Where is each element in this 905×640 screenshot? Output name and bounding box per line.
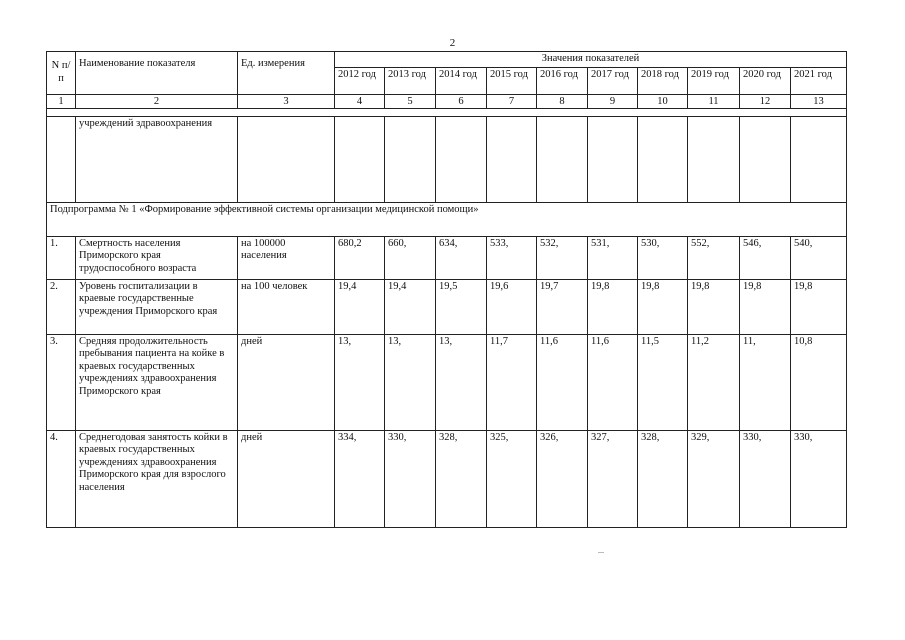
value-cell: 19,5 xyxy=(436,279,487,334)
header-year: 2013 год xyxy=(385,67,436,94)
value-cell: 11,6 xyxy=(537,334,588,430)
indicator-unit xyxy=(238,116,335,202)
header-year: 2015 год xyxy=(487,67,537,94)
column-number: 12 xyxy=(740,94,791,108)
column-number: 13 xyxy=(791,94,847,108)
column-number: 8 xyxy=(537,94,588,108)
value-cell: 11,5 xyxy=(638,334,688,430)
indicators-table xyxy=(46,51,847,528)
section-title: Подпрограмма № 1 «Формирование эффективной системы организации медицинской помощи» xyxy=(47,202,847,236)
header-gap xyxy=(47,108,847,116)
value-cell: 552, xyxy=(688,236,740,279)
page-number: 2 xyxy=(449,37,456,49)
value-cell xyxy=(791,116,847,202)
indicator-name: Смертность населения Приморского края трудоспособного возраста xyxy=(76,236,238,279)
header-year: 2021 год xyxy=(791,67,847,94)
row-number: 3. xyxy=(47,334,76,430)
header-n: N п/п xyxy=(47,52,76,95)
value-cell: 634, xyxy=(436,236,487,279)
value-cell: 660, xyxy=(385,236,436,279)
value-cell xyxy=(588,116,638,202)
row-number xyxy=(47,116,76,202)
indicator-name: Уровень госпитализации в краевые государственные учреждения Приморского края xyxy=(76,279,238,334)
column-number: 3 xyxy=(238,94,335,108)
value-cell: 329, xyxy=(688,430,740,527)
row-number: 4. xyxy=(47,430,76,527)
value-cell: 19,8 xyxy=(638,279,688,334)
column-number: 4 xyxy=(335,94,385,108)
header-year: 2019 год xyxy=(688,67,740,94)
column-number: 6 xyxy=(436,94,487,108)
header-year: 2017 год xyxy=(588,67,638,94)
table-row xyxy=(47,334,847,430)
value-cell: 19,8 xyxy=(688,279,740,334)
value-cell: 19,8 xyxy=(588,279,638,334)
value-cell: 11,6 xyxy=(588,334,638,430)
value-cell: 680,2 xyxy=(335,236,385,279)
value-cell: 13, xyxy=(385,334,436,430)
value-cell xyxy=(537,116,588,202)
indicator-name: Средняя продолжительность пребывания пациента на койке в краевых государственных учреждениях здравоохранения Приморского края xyxy=(76,334,238,430)
column-number: 9 xyxy=(588,94,638,108)
value-cell: 532, xyxy=(537,236,588,279)
indicator-name: Среднегодовая занятость койки в краевых государственных учреждениях здравоохранения Приморского края для взрослого населения xyxy=(76,430,238,527)
table-row xyxy=(47,236,847,279)
value-cell: 19,8 xyxy=(791,279,847,334)
header-year: 2018 год xyxy=(638,67,688,94)
value-cell: 328, xyxy=(638,430,688,527)
header-year: 2016 год xyxy=(537,67,588,94)
column-number: 7 xyxy=(487,94,537,108)
value-cell: 330, xyxy=(740,430,791,527)
value-cell xyxy=(385,116,436,202)
column-number: 1 xyxy=(47,94,76,108)
header-year: 2020 год xyxy=(740,67,791,94)
value-cell: 11,7 xyxy=(487,334,537,430)
value-cell: 533, xyxy=(487,236,537,279)
header-indicator-name: Наименование показателя xyxy=(76,52,238,95)
value-cell: 334, xyxy=(335,430,385,527)
row-number: 2. xyxy=(47,279,76,334)
indicator-unit: дней xyxy=(238,334,335,430)
value-cell: 19,4 xyxy=(385,279,436,334)
indicator-unit: дней xyxy=(238,430,335,527)
value-cell xyxy=(638,116,688,202)
scan-speck xyxy=(598,552,604,553)
value-cell xyxy=(740,116,791,202)
value-cell: 13, xyxy=(335,334,385,430)
table-row xyxy=(47,430,847,527)
value-cell: 11,2 xyxy=(688,334,740,430)
value-cell xyxy=(335,116,385,202)
column-number: 11 xyxy=(688,94,740,108)
column-number: 10 xyxy=(638,94,688,108)
value-cell: 546, xyxy=(740,236,791,279)
column-number: 2 xyxy=(76,94,238,108)
value-cell: 327, xyxy=(588,430,638,527)
table-row xyxy=(47,279,847,334)
header-unit: Ед. измерения xyxy=(238,52,335,95)
value-cell: 10,8 xyxy=(791,334,847,430)
value-cell xyxy=(688,116,740,202)
header-values: Значения показателей xyxy=(335,52,847,68)
value-cell: 19,7 xyxy=(537,279,588,334)
value-cell: 11, xyxy=(740,334,791,430)
header-year: 2014 год xyxy=(436,67,487,94)
value-cell: 328, xyxy=(436,430,487,527)
indicator-name: учреждений здравоохранения xyxy=(76,116,238,202)
column-number: 5 xyxy=(385,94,436,108)
value-cell: 325, xyxy=(487,430,537,527)
value-cell: 531, xyxy=(588,236,638,279)
value-cell xyxy=(487,116,537,202)
value-cell: 530, xyxy=(638,236,688,279)
table-row xyxy=(47,116,847,202)
indicator-unit: на 100 человек xyxy=(238,279,335,334)
value-cell: 330, xyxy=(791,430,847,527)
value-cell: 330, xyxy=(385,430,436,527)
value-cell: 540, xyxy=(791,236,847,279)
indicator-unit: на 100000 населения xyxy=(238,236,335,279)
value-cell: 19,8 xyxy=(740,279,791,334)
header-year: 2012 год xyxy=(335,67,385,94)
value-cell: 13, xyxy=(436,334,487,430)
value-cell xyxy=(436,116,487,202)
value-cell: 19,6 xyxy=(487,279,537,334)
row-number: 1. xyxy=(47,236,76,279)
value-cell: 19,4 xyxy=(335,279,385,334)
value-cell: 326, xyxy=(537,430,588,527)
